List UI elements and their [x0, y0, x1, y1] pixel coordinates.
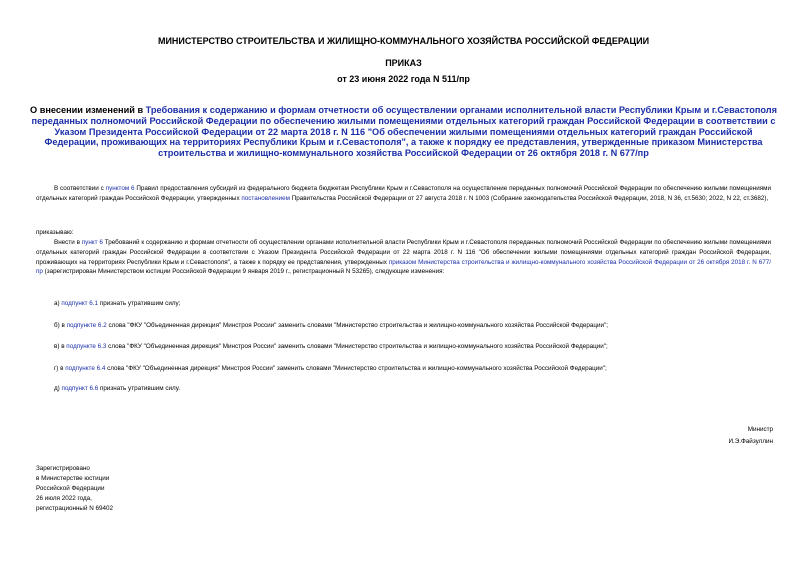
order-date: от 23 июня 2022 года N 511/пр: [337, 74, 470, 84]
basis-paragraph: [36, 184, 771, 204]
basis-text-3: Правительства Российской Федерации от 27 августа 2018 г. N 1003 (Собрание законодательства Российской Федерации, 2018, N 36, ст.5630; 2022, N 22, ст.3682),: [289, 194, 769, 202]
signatory-name: И.Э.Файзуллин: [728, 438, 773, 445]
subpoint-6-2-link[interactable]: подпункте 6.2: [66, 322, 107, 329]
order-677-link[interactable]: приказом Министерства строительства и жилищно-коммунального хозяйства Российской Федерации от 26 октября 2018 г. N 677/пр: [36, 258, 771, 276]
signatory-position: Министр: [747, 426, 773, 433]
subpoint-6-6-link[interactable]: подпункт 6.6: [61, 385, 99, 392]
item-a-text: признать утратившим силу;: [98, 300, 181, 307]
main-text-2: Требований к содержанию и формам отчетности об осуществлении органами исполнительной власти Республики Крым и г.Севастополя переданных полномочий Российской Федерации по обеспечению жилыми помещениями отдельных категорий граждан Российской Федерации в соответствии с Указом Президента Российской Федерации от 22 марта 2018 г. N 116 "Об обеспечении жилыми помещениями отдельных категорий граждан Российской Федерации, проживающих на территориях Республики Крым и г.Севастополя", а также к порядку ее представления, утвержденных: [36, 239, 772, 266]
item-g-prefix: г) в: [54, 365, 66, 372]
change-item-g: [54, 364, 607, 373]
subpoint-6-3-link[interactable]: подпункте 6.3: [66, 343, 107, 350]
change-item-v: [54, 342, 608, 351]
resolution-link[interactable]: постановлением: [241, 194, 290, 202]
item-b-prefix: б) в: [54, 322, 67, 329]
change-item-a: [54, 299, 180, 308]
rules-point-6-link[interactable]: пунктом 6: [105, 185, 135, 192]
title-requirements-link[interactable]: Требования к содержанию и формам отчетности об осуществлении органами исполнительной власти Республики Крым и г.Севастополя переданных полномочий Российской Федерации по обеспечению жилыми помещениями отдельных категорий граждан Российской Федерации в соответствии с Указом Президента Российской Федерации от 22 марта 2018 г. N 116 "Об обеспечении жилыми помещениями отдельных категорий граждан Российской Федерации, проживающих на территориях Республики Крым и г.Севастополя", а также к порядку ее представления, утвержденные приказом Министерства строительства и жилищно-коммунального хозяйства Российской Федерации от 26 октября 2018 г. N 677/пр: [31, 105, 777, 159]
change-item-d: [54, 384, 180, 393]
item-d-prefix: д): [54, 385, 62, 392]
point-6-link[interactable]: пункт 6: [81, 239, 103, 246]
main-paragraph: [36, 238, 771, 277]
item-b-text: слова "ФКУ "Объединенная дирекция" Минстроя России" заменить словами "Министерство строительства и жилищно-коммунального хозяйства Российской Федерации";: [106, 322, 609, 329]
orders-word: приказываю:: [36, 229, 74, 236]
registration-number: регистрационный N 69402: [36, 505, 114, 512]
basis-text-2: Правил предоставления субсидий из федерального бюджета бюджетам Республики Крым и г.Севастополя на осуществление переданных полномочий Российской Федерации по обеспечению жилыми помещениями отдельных категорий граждан Российской Федерации, утвержденных: [36, 185, 772, 202]
document-title: [30, 105, 777, 159]
main-text-1: Внести в: [54, 239, 82, 246]
title-prefix: О внесении изменений в: [30, 105, 146, 115]
subpoint-6-1-link[interactable]: подпункт 6.1: [61, 300, 99, 307]
basis-text-1: В соответствии с: [54, 185, 106, 192]
registration-line: Зарегистрировано: [36, 465, 90, 472]
change-item-b: [54, 321, 608, 330]
subpoint-6-4-link[interactable]: подпункте 6.4: [65, 365, 106, 372]
main-text-3: (зарегистрирован Министерством юстиции Российской Федерации 9 января 2019 г., регистрационный N 53265), следующие изменения:: [42, 268, 445, 276]
registration-line: Российской Федерации: [36, 485, 105, 492]
registration-line: в Министерстве юстиции: [36, 475, 110, 482]
item-d-text: признать утратившим силу.: [98, 385, 180, 392]
registration-date: 26 июля 2022 года,: [36, 495, 92, 502]
item-a-prefix: а): [54, 300, 62, 307]
order-heading: ПРИКАЗ: [385, 58, 422, 68]
item-g-text: слова "ФКУ "Объединенная дирекция" Минстроя России" заменить словами "Министерство строительства и жилищно-коммунального хозяйства Российской Федерации";: [105, 365, 607, 372]
item-v-text: слова "ФКУ "Объединенная дирекция" Минстроя России" заменить словами "Министерство строительства и жилищно-коммунального хозяйства Российской Федерации";: [106, 343, 608, 350]
item-v-prefix: в) в: [54, 343, 67, 350]
ministry-heading: МИНИСТЕРСТВО СТРОИТЕЛЬСТВА И ЖИЛИЩНО-КОММУНАЛЬНОГО ХОЗЯЙСТВА РОССИЙСКОЙ ФЕДЕРАЦИИ: [157, 36, 650, 46]
